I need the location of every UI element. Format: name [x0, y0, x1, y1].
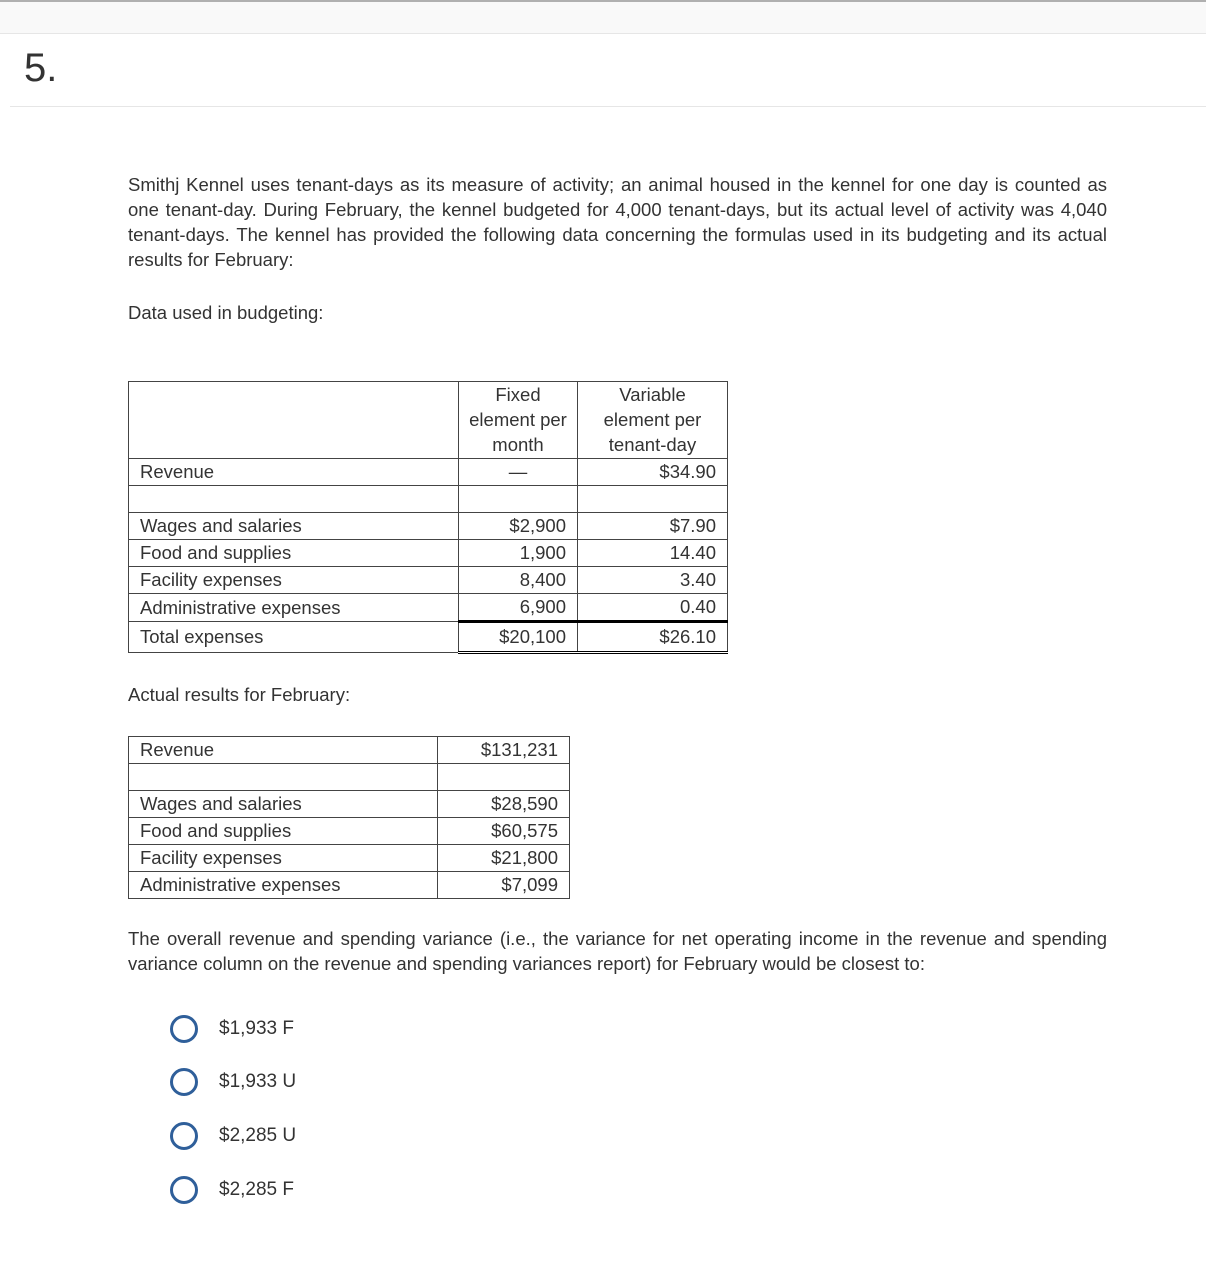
- amount-cell: $28,590: [438, 791, 570, 818]
- variable-cell: $34.90: [578, 459, 728, 486]
- amount-cell: $131,231: [438, 737, 570, 764]
- table-row: [129, 594, 728, 622]
- table-row: [129, 845, 570, 872]
- fixed-cell: $20,100: [459, 622, 578, 653]
- row-label: [129, 764, 438, 791]
- row-label: Revenue: [129, 459, 459, 486]
- row-label: Administrative expenses: [129, 594, 459, 622]
- header-cell: [129, 382, 459, 459]
- fixed-cell: [459, 486, 578, 513]
- row-label: Wages and salaries: [129, 513, 459, 540]
- variable-cell: 14.40: [578, 540, 728, 567]
- row-label: Administrative expenses: [129, 872, 438, 899]
- option-label: $1,933 U: [219, 1071, 297, 1092]
- option-label: $2,285 U: [219, 1125, 297, 1146]
- table-row: [129, 540, 728, 567]
- fixed-cell: 8,400: [459, 567, 578, 594]
- amount-cell: [438, 764, 570, 791]
- amount-cell: $21,800: [438, 845, 570, 872]
- table-row: [129, 567, 728, 594]
- actual-table: [128, 736, 570, 899]
- row-label: Facility expenses: [129, 567, 459, 594]
- row-label: Total expenses: [129, 622, 459, 653]
- fixed-cell: 1,900: [459, 540, 578, 567]
- table-row: [129, 513, 728, 540]
- row-label: Food and supplies: [129, 818, 438, 845]
- variable-cell: $7.90: [578, 513, 728, 540]
- header-cell: Variable element per tenant-day: [578, 382, 728, 459]
- answer-option-1[interactable]: [170, 1015, 294, 1043]
- table-header-row: [129, 382, 728, 459]
- row-label: [129, 486, 459, 513]
- answer-option-3[interactable]: [170, 1122, 296, 1150]
- answer-option-4[interactable]: [170, 1176, 294, 1204]
- variable-cell: 0.40: [578, 594, 728, 622]
- row-label: Facility expenses: [129, 845, 438, 872]
- table-row: [129, 737, 570, 764]
- divider: [10, 106, 1206, 107]
- table-row: [129, 872, 570, 899]
- budget-table: [128, 381, 728, 654]
- row-label: Food and supplies: [129, 540, 459, 567]
- fixed-cell: 6,900: [459, 594, 578, 622]
- header-cell: Fixed element per month: [459, 382, 578, 459]
- fixed-cell: —: [459, 459, 578, 486]
- fixed-cell: $2,900: [459, 513, 578, 540]
- radio-button[interactable]: [170, 1176, 198, 1204]
- option-label: $2,285 F: [219, 1179, 294, 1200]
- question-number: 5.: [24, 46, 58, 90]
- row-label: Wages and salaries: [129, 791, 438, 818]
- radio-button[interactable]: [170, 1015, 198, 1043]
- top-bar: [0, 0, 1206, 34]
- variable-cell: [578, 486, 728, 513]
- variable-cell: 3.40: [578, 567, 728, 594]
- total-row: [129, 622, 728, 653]
- table-row: [129, 791, 570, 818]
- question-text: The overall revenue and spending variance (i.e., the variance for net operating income in the revenue and spending variance column on the revenue and spending variances report) for February would be closest to:: [128, 928, 1107, 974]
- amount-cell: $60,575: [438, 818, 570, 845]
- amount-cell: $7,099: [438, 872, 570, 899]
- intro-text: Smithj Kennel uses tenant-days as its measure of activity; an animal housed in the kennel for one day is counted as one tenant-day. During February, the kennel budgeted for 4,000 tenant-days, but its actual level of activity was 4,040 tenant-days. The kennel has provided the following data concerning the formulas used in its budgeting and its actual results for February:: [128, 174, 1107, 270]
- answer-option-2[interactable]: [170, 1068, 296, 1096]
- radio-button[interactable]: [170, 1068, 198, 1096]
- row-label: Revenue: [129, 737, 438, 764]
- radio-button[interactable]: [170, 1122, 198, 1150]
- table-row: [129, 459, 728, 486]
- table-row: [129, 818, 570, 845]
- actual-heading: Actual results for February:: [128, 684, 351, 705]
- budget-heading: Data used in budgeting:: [128, 302, 324, 323]
- table-row: [129, 486, 728, 513]
- variable-cell: $26.10: [578, 622, 728, 653]
- table-row: [129, 764, 570, 791]
- option-label: $1,933 F: [219, 1018, 294, 1039]
